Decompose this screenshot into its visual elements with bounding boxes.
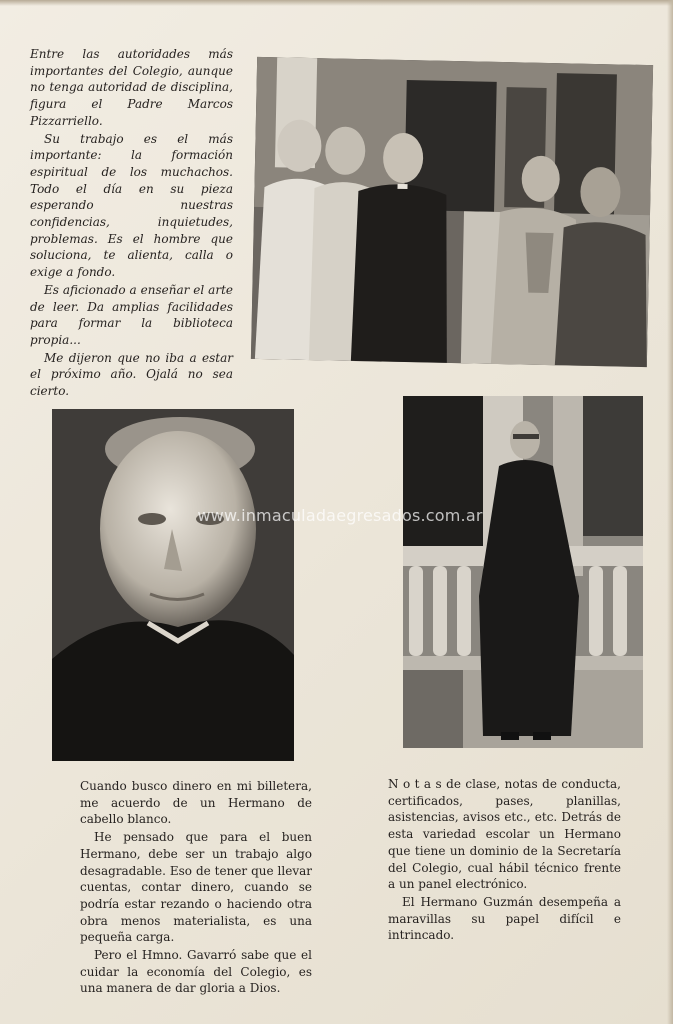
group-photo <box>251 57 653 367</box>
paragraph: Entre las autoridades más importantes del Colegio, aunque no tenga autoridad de disciplina, figura el Padre Marcos Pizzarriello. <box>30 47 233 128</box>
paragraph: Es aficionado a enseñar el arte de leer. Da amplias facilidades para formar la biblioteca propia... <box>30 282 233 347</box>
page-top-edge <box>0 0 673 6</box>
paragraph: He pensado que para el buen Hermano, debe ser un trabajo algo desagradable. Eso de tener que llevar cuentas, contar dinero, cuando se podría estar rezando o haciendo otra obra menos materialista, es una pequeña carga. <box>80 830 312 945</box>
website-watermark: www.inmaculadaegresados.com.ar <box>197 506 483 525</box>
portrait-photo-image <box>52 409 294 761</box>
paragraph: Pero el Hmno. Gavarró sabe que el cuidar la economía del Colegio, es una manera de dar gloria a Dios. <box>80 948 312 996</box>
article-brother-gavarro <box>80 778 312 998</box>
paragraph: Su trabajo es el más importante: la formación espiritual de los muchachos. Todo el día en su pieza esperando nuestras confidencias, inquietudes, problemas. Es el hombre que soluciona, te alienta, calla o exige a fondo. <box>30 131 233 280</box>
paragraph: Cuando busco dinero en mi billetera, me acuerdo de un Hermano de cabello blanco. <box>80 779 312 827</box>
article-father-marcos <box>30 46 233 401</box>
article-brother-guzman <box>388 776 621 945</box>
portrait-photo <box>52 409 294 761</box>
standing-brother-photo-image <box>403 396 643 748</box>
group-photo-image <box>251 57 653 367</box>
paragraph: Me dijeron que no iba a estar el próximo año. Ojalá no sea cierto. <box>30 350 233 399</box>
paragraph: N o t a s de clase, notas de conducta, certificados, pases, planillas, asistencias, avisos etc., etc. Detrás de esta variedad escolar un Hermano que tiene un dominio de la Secretaría del Colegio, cual hábil técnico frente a un panel electrónico. <box>388 777 621 892</box>
standing-brother-photo <box>403 396 643 748</box>
page-right-edge <box>667 0 673 1024</box>
paragraph: El Hermano Guzmán desempeña a maravillas su papel difícil e intrincado. <box>388 894 621 943</box>
